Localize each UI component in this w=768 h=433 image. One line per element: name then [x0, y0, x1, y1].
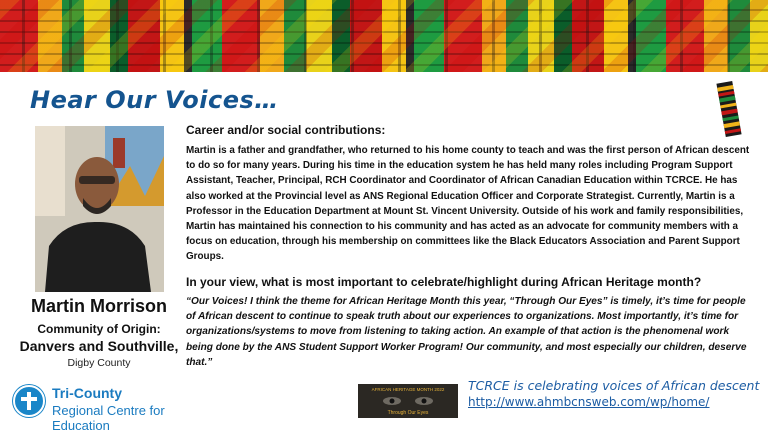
main-content [186, 123, 754, 371]
question-title: In your view, what is most important to celebrate/highlight during African Heritage month? [186, 274, 702, 289]
county-label: Digby County [67, 357, 131, 369]
quote-text: “Our Voices! I think the theme for African Heritage Month this year, “Through Our Eyes” is timely, it’s time for people of African descent to continue to speak truth about our experiences to organizations. Most importantly, it’s time for organizations/systems to move from listening to taking action. An example of that action is the phenomenal work being done by the ANS Student Support Worker Program! Our community, and most especially our children, deserve that.” [186, 295, 747, 369]
logo-line1: Tri-County [52, 385, 122, 401]
celebration-tagline: TCRCE is celebrating voices of African descent [468, 378, 760, 393]
person-portrait-icon [35, 126, 164, 292]
tcrce-logo-icon [12, 384, 46, 418]
career-title: Career and/or social contributions: [186, 123, 386, 137]
career-text: Martin is a father and grandfather, who returned to his home county to teach and was the first person of African descent to do so for many years. During his time in the education system he has held many roles including Program Support Assistant, Teacher, Principal, RCH Coordinator and Coordinator of African Canadian Education within TCRCE. He has also worked at the Provincial level as ANS Regional Education Officer and Corporate Strategist. Currently, Martin is a Professor in the Education Department at Mount St. Vincent University. Outside of his work and family responsibilities, Martin has maintained his connection to his community and has acted as an advocate for community members with a focus on education, through his membership on committees like the Black Educators Association and Parent Support Groups. [186, 145, 750, 263]
kente-banner [0, 0, 768, 72]
page-heading: Hear Our Voices… [30, 86, 279, 114]
thumbnail-bottom-text: Through Our Eyes [387, 410, 429, 416]
heritage-month-thumbnail [358, 384, 458, 418]
logo-line2: Regional Centre for Education [52, 403, 165, 433]
tcrce-logo [12, 384, 222, 433]
kente-pattern-overlay [0, 0, 768, 72]
profile-name: Martin Morrison [30, 296, 167, 316]
heritage-website-link[interactable]: http://www.ahmbcnsweb.com/wp/home/ [468, 395, 710, 409]
origin-value: Danvers and Southville, [19, 338, 179, 354]
origin-label: Community of Origin: [37, 322, 161, 336]
profile-photo [35, 126, 164, 292]
thumbnail-top-text: AFRICAN HERITAGE MONTH 2022 [371, 387, 445, 392]
